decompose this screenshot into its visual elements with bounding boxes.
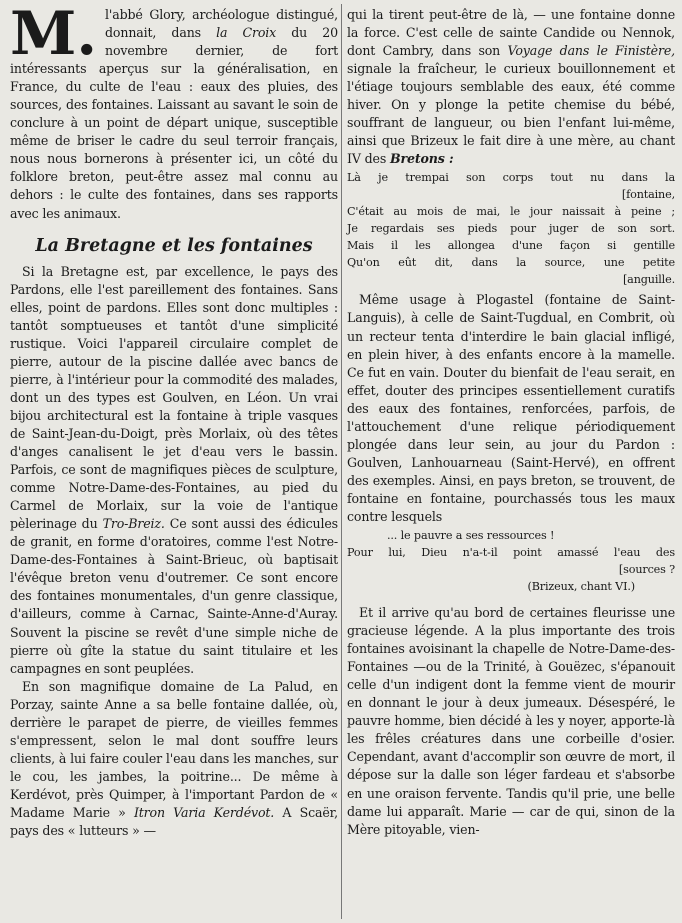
intro-paragraph xyxy=(10,0,338,223)
paragraph: Même usage à Plogastel (fontaine de Saint-Languis), à celle de Saint-Tugdual, en Combrit, où un recteur tenta d'interdire le bain glacial infligé, en plein hiver, à des enfants encore à la mamelle. Ce fut en vain. Douter du bienfait de l'eau serait, en effet, douter des principes essentiellement curatifs des eaux des fontaines, renforcées, parfois, de l'attouchement d'une relique périodiquement plongée dans leur sein, au jour du Pardon : Goulven, Lanhouarneau (Saint-Hervé), en offrent des exemples. Ainsi, en pays breton, se trouvent, de fontaine en fontaine, pourchassés tous les maux contre lesquels xyxy=(347,292,675,524)
text-segment: l'abbé Glory, archéologue distingué, donnait, dans xyxy=(105,7,338,41)
verse-quote xyxy=(347,169,675,288)
text-segment: signale la fraîcheur, le curieux bouillonnement et l'étiage toujours semblable des eaux, été comme hiver. On y plonge la petite chemise du bébé, souffrant de langueur, ou bien l'enfant lui-même, ainsi que Brizeux le fait dire à une mère, au chant IV des xyxy=(347,61,675,167)
text-segment: Si la Bretagne est, par excellence, le pays des Pardons, elle l'est pareillement des fontaines. Sans elles, point de pardons. Elles sont donc multiples : tantôt somptueuses et tantôt d'une simplicité rustique. Voici l'appareil circulaire complet de pierre, autour de la piscine dallée avec bancs de pierre, à l'intérieur pour la commodité des malades, dont un des types est Goulven, en Léon. Un vrai bijou architectural est la fontaine à triple vasques de Saint-Jean-du-Doigt, près Morlaix, où des têtes d'anges canalisent le jet d'eau vers le bassin. Parfois, ce sont de magnifiques pièces de sculpture, comme Notre-Dame-des-Fontaines, au pied du Carmel de Morlaix, sur la voie de l'antique pèlerinage du xyxy=(10,263,338,532)
paragraph xyxy=(10,678,338,840)
verse-line: [anguille. xyxy=(622,273,675,287)
column-divider xyxy=(341,4,342,919)
paragraph xyxy=(347,6,675,168)
verse-line: C'était au mois de mai, le jour naissait à peine ; xyxy=(347,205,675,219)
text-segment: A Scaër, pays des « lutteurs » — xyxy=(10,804,338,839)
section-heading: La Bretagne et les fontaines xyxy=(35,235,313,256)
paragraph: Et il arrive qu'au bord de certaines fleurisse une gracieuse légende. A la plus importante des trois fontaines avoisinant la chapelle de Notre-Dame-des-Fontaines —ou de la Trinité, à Gouëzec, s'épanouit celle d'un indigent dont la femme vient de mourir en donnant le jour à deux jumeaux. Désespéré, le pauvre homme, bien décidé à les y noyer, apporte-là les frêles créatures dans une corbeille d'osier. Cependant, avant d'accomplir son œuvre de mort, il dépose sur la dalle son léger fardeau et s'absorbe en une oraison fervente. Tandis qu'il prie, une belle dame lui apparaît. Marie — car de qui, sinon de la Mère pitoyable, vien- xyxy=(347,605,675,837)
poem-title: Bretons : xyxy=(390,151,454,167)
text-segment: En son magnifique domaine de La Palud, en Porzay, sainte Anne a sa belle fontaine dallée, où, derrière le parapet de pierre, de vieilles femmes s'empressent, selon le mal dont souffre leurs clients, à lui faire couler l'eau dans les manches, sur le cou, les jambes, la poitrine... De même à Kerdévot, près Quimper, à l'important Pardon de « Madame Marie » xyxy=(10,678,338,820)
right-column xyxy=(347,6,675,839)
book-title: Voyage dans le Finistère, xyxy=(507,43,675,59)
verse-line: [sources ? xyxy=(618,563,675,577)
drop-cap: M. xyxy=(10,0,98,69)
verse-quote xyxy=(347,527,675,595)
text-segment: qui la tirent peut-être de là, — une fontaine donne la force. C'est celle de sainte Candide ou Nennok, dont Cambry, dans son xyxy=(347,7,675,59)
verse-line: Pour lui, Dieu n'a-t-il point amassé l'eau des xyxy=(347,546,675,560)
text-segment: Ce sont aussi des édicules de granit, en forme d'oratoires, comme l'est Notre-Dame-des-Fontaines à Saint-Brieuc, où baptisait l'évêque breton venu d'outremer. Ce sont encore des fontaines monumentales, d'un genre classique, d'ailleurs, comme à Carnac, Sainte-Anne-d'Auray. Souvent la piscine se revêt d'une simple niche de pierre où gîte la statue du saint titulaire et les campagnes en sont peuplées. xyxy=(10,516,338,676)
verse-line: ... le pauvre a ses ressources ! xyxy=(387,529,555,543)
paragraph xyxy=(10,263,338,678)
verse-line: Qu'on eût dit, dans la source, une petite xyxy=(347,256,675,270)
verse-line: Là je trempai son corps tout nu dans la xyxy=(347,171,675,185)
verse-line: Je regardais ses pieds pour juger de son sort. xyxy=(347,222,675,236)
left-column xyxy=(10,0,338,840)
text-segment: du 20 novembre dernier, de fort intéressants aperçus sur la généralisation, en France, du culte de l'eau : eaux des pluies, des sources, des fontaines. Laissant au savant le soin de conclure à un point de départ unique, susceptible même de briser le cadre du seul terroir français, nous nous bornerons à présenter ici, un côté du folklore breton, peut-être assez mal connu au dehors : le culte des fontaines, dans ses rapports avec les animaux. xyxy=(10,25,338,221)
italic-term: Tro-Breiz. xyxy=(102,516,165,532)
verse-line: [fontaine, xyxy=(621,188,675,202)
verse-line: Mais il les allongea d'une façon si gentille xyxy=(347,239,675,253)
italic-term: Itron Varia Kerdévot. xyxy=(133,804,275,820)
newspaper-name: la Croix xyxy=(216,25,277,41)
verse-attribution: (Brizeux, chant VI.) xyxy=(527,580,635,594)
